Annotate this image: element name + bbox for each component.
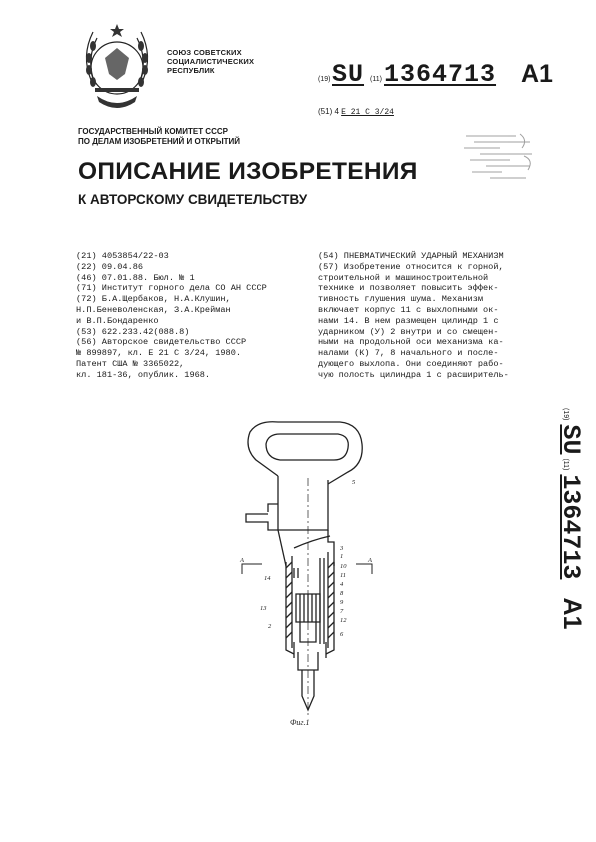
- side-number-code: (11): [562, 458, 569, 471]
- abstract-line: строительной и машиностроительной: [318, 272, 489, 283]
- figure-label: 14: [264, 575, 271, 582]
- figure-label: 11: [340, 572, 347, 579]
- patent-number-row: [318, 58, 558, 88]
- ipc-code: (51) 4: [318, 107, 339, 116]
- biblio-line: и В.П.Бондаренко: [76, 315, 159, 326]
- side-patent-number-text: 1364713: [556, 474, 585, 580]
- figure-label: 9: [340, 599, 344, 606]
- biblio-line: Патент США № 3365022,: [76, 358, 185, 369]
- figure-label: 8: [340, 590, 344, 597]
- figure-1-drawing: [228, 418, 378, 718]
- ussr-emblem-icon: [73, 18, 161, 122]
- document-title: ОПИСАНИЕ ИЗОБРЕТЕНИЯ: [78, 158, 418, 185]
- figure-label: А: [368, 557, 372, 564]
- patent-number: 1364713: [384, 60, 497, 89]
- bibliographic-data: [76, 251, 326, 381]
- abstract-line: ударником (У) 2 внутри и со смещен-: [318, 326, 499, 337]
- abstract-line: (57) Изобретение относится к горной,: [318, 261, 504, 272]
- side-patent-number: [548, 408, 588, 698]
- side-kind: A1: [558, 597, 586, 630]
- biblio-line: (21) 4053854/22-03: [76, 251, 169, 261]
- figure-label: 1: [340, 553, 344, 560]
- figure-label: 2: [268, 623, 272, 630]
- abstract-line: включает корпус 11 с выхлопными ок-: [318, 304, 499, 315]
- abstract: [318, 251, 550, 381]
- biblio-line: (53) 622.233.42(088.8): [76, 326, 190, 337]
- biblio-line: (71) Институт горного дела СО АН СССР: [76, 283, 267, 294]
- ipc-classification: [318, 107, 394, 117]
- figure-label: 5: [352, 479, 356, 486]
- biblio-line: (56) Авторское свидетельство СССР: [76, 337, 247, 348]
- abstract-line: тивность глушения шума. Механизм: [318, 294, 484, 305]
- committee-line: ГОСУДАРСТВЕННЫЙ КОМИТЕТ СССР: [78, 127, 228, 136]
- biblio-line: (46) 07.01.88. Бюл. № 1: [76, 272, 195, 283]
- biblio-line: кл. 181-36, опублик. 1968.: [76, 369, 211, 380]
- biblio-line: № 899897, кл. Е 21 С 3/24, 1980.: [76, 348, 242, 359]
- state-line: СОЦИАЛИСТИЧЕСКИХ: [167, 57, 255, 66]
- figure-label: 6: [340, 631, 344, 638]
- committee-line: ПО ДЕЛАМ ИЗОБРЕТЕНИЙ И ОТКРЫТИЙ: [78, 137, 241, 146]
- figure-label: 10: [340, 563, 347, 570]
- committee: [78, 127, 240, 147]
- biblio-line: (22) 09.04.86: [76, 261, 144, 272]
- figure-label: 13: [260, 605, 267, 612]
- figure-label: А: [240, 557, 244, 564]
- kind-code: A1: [521, 60, 553, 88]
- state-name: [167, 48, 254, 75]
- country: SU: [332, 60, 365, 89]
- abstract-line: технике и позволяет повысить эффек-: [318, 283, 499, 294]
- biblio-line: (72) Б.А.Щербаков, Н.А.Клушин,: [76, 294, 231, 305]
- side-country-code: (19): [562, 408, 569, 421]
- biblio-line: Н.П.Беневоленская, З.А.Крейман: [76, 304, 231, 315]
- document-subtitle: К АВТОРСКОМУ СВИДЕТЕЛЬСТВУ: [78, 192, 308, 207]
- figure-label: 4: [340, 581, 344, 588]
- country-code: (19): [318, 76, 331, 83]
- figure-caption: Фиг.1: [290, 718, 310, 727]
- side-country: SU: [556, 424, 585, 455]
- state-line: РЕСПУБЛИК: [167, 66, 215, 75]
- abstract-line: (54) ПНЕВМАТИЧЕСКИЙ УДАРНЫЙ МЕХАНИЗМ: [318, 251, 504, 261]
- abstract-line: ными на продольной оси механизма ка-: [318, 337, 504, 348]
- number-code: (11): [370, 76, 382, 83]
- abstract-line: чую полость цилиндра 1 с расширитель-: [318, 369, 509, 380]
- figure-label: 12: [340, 617, 347, 624]
- library-stamp-icon: [460, 128, 548, 184]
- abstract-line: налами (К) 7, 8 начального и после-: [318, 348, 499, 359]
- figure-label: 3: [340, 545, 344, 552]
- abstract-line: нами 14. В нем размещен цилиндр 1 с: [318, 315, 499, 326]
- ipc-value: E 21 C 3/24: [341, 108, 394, 117]
- figure-label: 7: [340, 608, 344, 615]
- abstract-line: дующего выхлопа. Они соединяют рабо-: [318, 358, 504, 369]
- state-line: СОЮЗ СОВЕТСКИХ: [167, 48, 242, 57]
